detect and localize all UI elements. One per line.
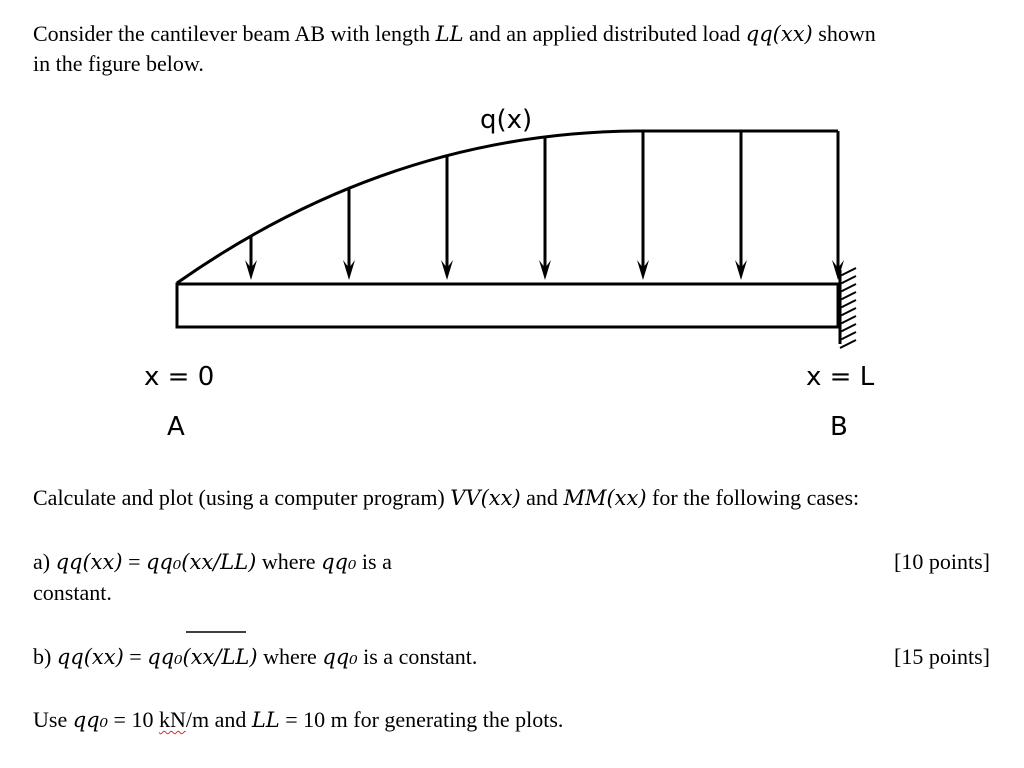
task-text: and bbox=[520, 485, 564, 510]
case-b-text: is a constant. bbox=[357, 644, 478, 669]
case-a-rhs: qq₀(xx/LL) bbox=[145, 550, 257, 574]
q0-variable: qq₀ bbox=[322, 645, 358, 669]
case-b-prefix: b) bbox=[33, 644, 57, 669]
intro-text: Consider the cantilever beam AB with length bbox=[33, 21, 436, 46]
load-label: q(x) bbox=[480, 105, 533, 135]
case-a-points: [10 points] bbox=[894, 549, 990, 574]
task-line bbox=[33, 485, 859, 511]
intro-line-2: in the figure below. bbox=[33, 51, 204, 76]
moment-variable: MM(xx) bbox=[563, 486, 647, 510]
point-b-label: B bbox=[830, 412, 848, 442]
case-b-text: where bbox=[257, 644, 323, 669]
load-arrows bbox=[245, 131, 844, 280]
parameters-line bbox=[33, 707, 563, 733]
case-a-text: where bbox=[256, 549, 322, 574]
parameters-text: = 10 bbox=[108, 707, 159, 732]
intro-text: shown bbox=[812, 21, 876, 46]
distributed-load-curve bbox=[177, 131, 838, 283]
equals-sign: = bbox=[123, 644, 148, 669]
fixed-support-hatching bbox=[840, 268, 856, 348]
task-text: for the following cases: bbox=[646, 485, 860, 510]
case-b-line bbox=[33, 644, 477, 670]
left-position-label: x = 0 bbox=[144, 362, 215, 392]
shear-variable: VV(xx) bbox=[450, 486, 521, 510]
case-a-prefix: a) bbox=[33, 549, 56, 574]
case-b-rhs: qq₀(xx/LL) bbox=[147, 645, 258, 669]
parameters-text: = 10 m for generating the plots. bbox=[279, 707, 564, 732]
parameters-text: /m and bbox=[185, 707, 252, 732]
right-position-label: x = L bbox=[806, 362, 875, 392]
load-variable: qq(xx) bbox=[745, 22, 813, 46]
case-b-points: [15 points] bbox=[894, 644, 990, 669]
case-b-lhs: qq(xx) bbox=[56, 645, 124, 669]
task-text: Calculate and plot (using a computer program) bbox=[33, 485, 451, 510]
case-a-lhs: qq(xx) bbox=[55, 550, 123, 574]
intro-text: and an applied distributed load bbox=[463, 21, 746, 46]
case-a-line-1 bbox=[33, 549, 392, 575]
case-a-text: is a bbox=[356, 549, 392, 574]
beam bbox=[177, 284, 838, 327]
length-variable: LL bbox=[435, 22, 464, 46]
length-variable: LL bbox=[251, 708, 280, 732]
q0-variable: qq₀ bbox=[72, 708, 109, 732]
equals-sign: = bbox=[122, 549, 146, 574]
point-a-label: A bbox=[167, 412, 185, 442]
parameters-text: Use bbox=[33, 707, 73, 732]
unit-kn: kN bbox=[158, 707, 186, 732]
case-a-line-2: constant. bbox=[33, 580, 112, 605]
q0-variable: qq₀ bbox=[321, 550, 357, 574]
